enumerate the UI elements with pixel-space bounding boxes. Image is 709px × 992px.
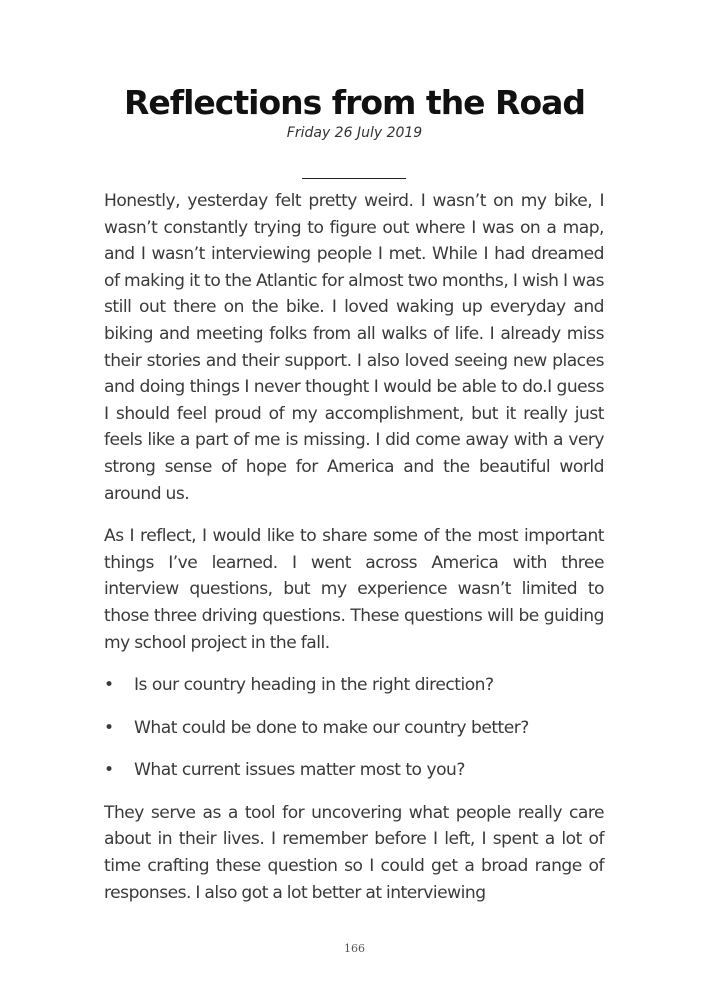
bullet-icon: • xyxy=(104,675,114,696)
article-body xyxy=(104,188,604,922)
bullet-icon: • xyxy=(104,717,114,738)
page-number: 166 xyxy=(344,942,365,955)
paragraph-2: As I reflect, I would like to share some of the most important things I’ve learned. I went across America with three interview questions, but my experience wasn’t limited to those three driving questions. These questions will be guiding my school project in the fall. xyxy=(104,526,604,653)
bullet-icon: • xyxy=(104,760,114,781)
question-item xyxy=(104,715,604,742)
question-text: What could be done to make our country better? xyxy=(134,717,529,738)
question-item xyxy=(104,757,604,784)
question-text: Is our country heading in the right direction? xyxy=(134,675,494,696)
title-divider xyxy=(302,178,406,179)
question-list xyxy=(104,672,604,784)
paragraph-3: They serve as a tool for uncovering what people really care about in their lives. I remember before I left, I spent a lot of time crafting these question so I could get a broad range of responses. I also got a lot better at interviewing xyxy=(104,802,604,903)
paragraph-1: Honestly, yesterday felt pretty weird. I wasn’t on my bike, I wasn’t constantly trying to figure out where I was on a map, and I wasn’t interviewing people I met. While I had dreamed of making it to the Atlantic for almost two months, I wish I was still out there on the bike. I loved waking up everyday and biking and meeting folks from all walks of life. I already miss their stories and their support. I also loved seeing new places and doing things I never thought I would be able to do.I guess I should feel proud of my accomplishment, but it really just feels like a part of me is missing. I did come away with a very strong sense of hope for America and the beautiful world around us. xyxy=(104,191,604,504)
page-title: Reflections from the Road xyxy=(123,83,586,122)
question-item xyxy=(104,672,604,699)
post-date: Friday 26 July 2019 xyxy=(286,125,423,141)
question-text: What current issues matter most to you? xyxy=(134,760,465,781)
